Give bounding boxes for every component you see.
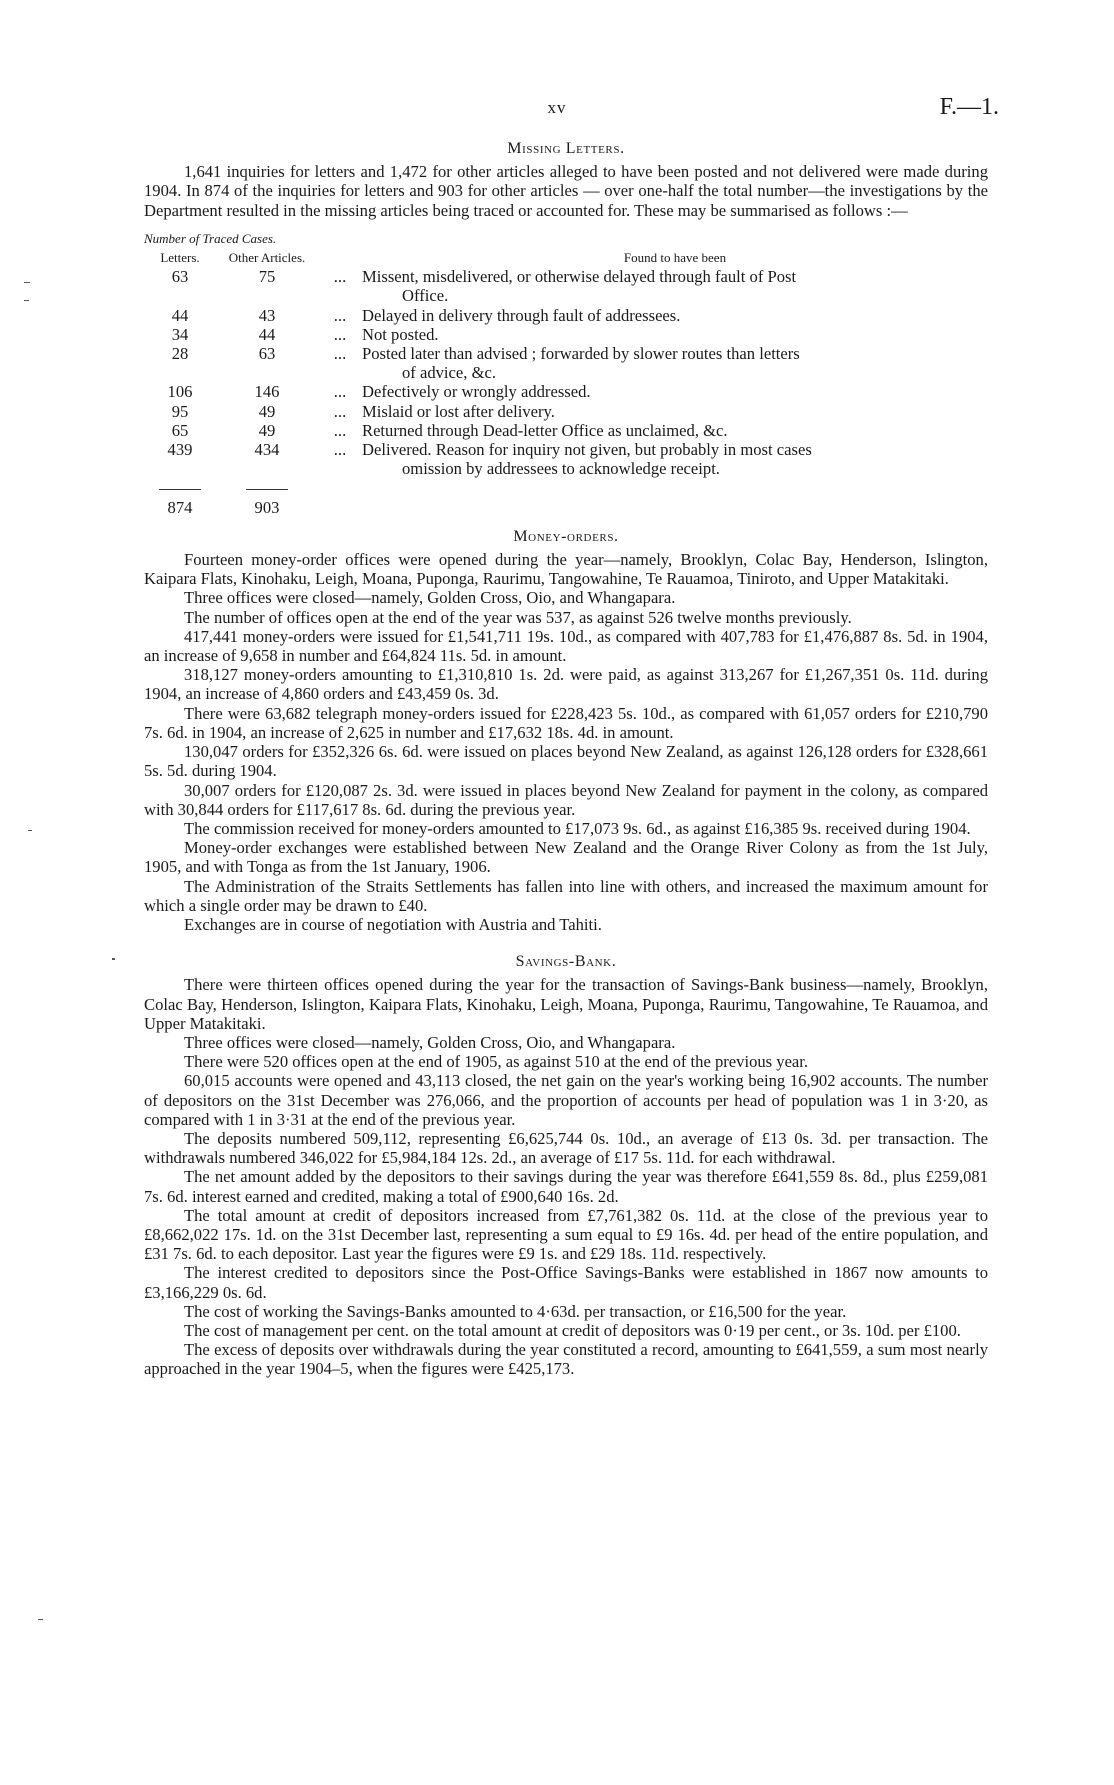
cell-other: 49 xyxy=(258,420,276,440)
paragraph: Three offices were closed—namely, Golden Cross, Oio, and Whangapara. xyxy=(184,588,676,608)
table-total-row xyxy=(144,498,988,517)
leader-dots: ... xyxy=(333,382,347,402)
cell-other: 44 xyxy=(258,324,276,344)
leader-dots: ... xyxy=(333,440,347,460)
paragraph: 130,047 orders for £352,326 6s. 6d. were issued on places beyond New Zealand, as against 126,128 orders for £328,661 5s. 5d. during 1904. xyxy=(144,742,988,781)
paragraph: There were 63,682 telegraph money-orders issued for £228,423 5s. 10d., as compared with 61,057 orders for £210,790 7s. 6d. in 1904, an increase of 2,625 in number and £17,632 18s. 4d. in amount. xyxy=(144,703,988,742)
leader-dots: ... xyxy=(333,324,347,344)
description-continuation: Office. xyxy=(402,286,449,306)
description-line: Posted later than advised ; forwarded by slower routes than letters xyxy=(362,344,800,364)
page-header xyxy=(0,94,1114,124)
leader-dots: ... xyxy=(333,420,347,440)
margin-mark xyxy=(28,830,32,831)
section-money-orders xyxy=(144,527,988,934)
document-reference: F.—1. xyxy=(939,94,999,120)
cell-other: 63 xyxy=(258,344,276,364)
paragraph: 318,127 money-orders amounting to £1,310,810 1s. 2d. were paid, as against 313,267 for £1,267,351 0s. 11d. during 1904, an increase of 4,860 orders and £43,459 0s. 3d. xyxy=(144,665,988,704)
cell-other: 146 xyxy=(254,382,280,402)
section-title: Money-orders. xyxy=(513,527,619,545)
paragraph: Fourteen money-order offices were opened during the year—namely, Brooklyn, Colac Bay, Henderson, Islington, Kaipara Flats, Kinohaku, Leigh, Moana, Puponga, Raurimu, Tangowahine, Te Rauamoa, Tiniroto, and Upper Matakitaki. xyxy=(144,550,988,589)
table-row xyxy=(144,382,988,401)
paragraph: 1,641 inquiries for letters and 1,472 for other articles alleged to have been posted and not delivered were made during 1904. In 874 of the inquiries for letters and 903 for other articles — over one-half the total number—the investigations by the Department resulted in the missing articles being traced or accounted for. These may be summarised as follows :— xyxy=(144,162,988,220)
cell-letters: 28 xyxy=(171,344,189,364)
description-continuation: of advice, &c. xyxy=(402,363,496,383)
cell-description xyxy=(362,267,988,305)
paragraph: The total amount at credit of depositors increased from £7,761,382 0s. 11d. at the close of the previous year to £8,662,022 17s. 1d. on the 31st December last, representing a sum equal to £9 16s. 4d. per head of the entire population, and £31 7s. 6d. to each depositor. Last year the figures were £9 1s. and £29 18s. 11d. respectively. xyxy=(144,1205,988,1264)
cell-other: 75 xyxy=(258,267,276,287)
leader-dots: ... xyxy=(333,305,347,325)
table-rule-row xyxy=(144,478,988,497)
cell-letters: 63 xyxy=(171,267,189,287)
paragraph: Money-order exchanges were established between New Zealand and the Orange River Colony as from the 1st July, 1905, and with Tonga as from the 1st January, 1906. xyxy=(144,838,988,877)
column-header-other-articles: Other Articles. xyxy=(228,250,306,266)
paragraph: Exchanges are in course of negotiation with Austria and Tahiti. xyxy=(184,914,602,934)
table-header-row xyxy=(144,248,988,267)
margin-mark xyxy=(24,300,29,301)
cell-description: Not posted. xyxy=(362,324,439,344)
page-body xyxy=(144,139,988,1379)
table-row xyxy=(144,306,988,325)
table-row xyxy=(144,402,988,421)
cell-description xyxy=(362,440,988,478)
cell-other: 434 xyxy=(254,440,280,460)
paragraph: 30,007 orders for £120,087 2s. 3d. were issued in places beyond New Zealand for payment in the colony, as compared with 30,844 orders for £117,617 8s. 6d. during the previous year. xyxy=(144,780,988,819)
section-savings-bank xyxy=(144,952,988,1378)
cell-description: Defectively or wrongly addressed. xyxy=(362,382,591,402)
paragraph: The number of offices open at the end of the year was 537, as against 526 twelve months previously. xyxy=(184,607,852,627)
margin-mark xyxy=(38,1619,43,1620)
paragraph: The cost of management per cent. on the total amount at credit of depositors was 0·19 per cent., or 3s. 10d. per £100. xyxy=(184,1320,961,1340)
page-number: xv xyxy=(547,98,567,117)
description-continuation: omission by addressees to acknowledge receipt. xyxy=(402,459,720,479)
cell-other: 43 xyxy=(258,305,276,325)
leader-dots: ... xyxy=(333,267,347,287)
cell-letters: 34 xyxy=(171,324,189,344)
paragraph: The commission received for money-orders amounted to £17,073 9s. 6d., as against £16,385 9s. received during 1904. xyxy=(184,818,971,838)
cell-letters: 65 xyxy=(171,420,189,440)
paragraph: The Administration of the Straits Settlements has fallen into line with others, and increased the maximum amount for which a single order may be drawn to £40. xyxy=(144,876,988,915)
table-group-heading-row xyxy=(144,229,988,248)
table-row xyxy=(144,325,988,344)
cell-letters: 439 xyxy=(167,440,193,460)
total-other: 903 xyxy=(254,497,280,517)
paragraph: There were thirteen offices opened during the year for the transaction of Savings-Bank business—namely, Brooklyn, Colac Bay, Henderson, Islington, Kaipara Flats, Kinohaku, Leigh, Moana, Puponga, Raurimu, Tangowahine, Te Rauamoa, and Upper Matakitaki. xyxy=(144,975,988,1033)
section-missing-letters xyxy=(144,139,988,517)
table-row xyxy=(144,440,988,478)
cell-description xyxy=(362,344,988,382)
paragraph: The interest credited to depositors since the Post-Office Savings-Banks were established in 1867 now amounts to £3,166,229 0s. 6d. xyxy=(144,1263,988,1302)
margin-mark xyxy=(112,958,115,960)
sum-rule xyxy=(246,489,288,490)
paragraph: 417,441 money-orders were issued for £1,541,711 19s. 10d., as compared with 407,783 for £1,476,887 8s. 5d. in 1904, an increase of 9,658 in number and £64,824 11s. 5d. in amount. xyxy=(144,626,988,666)
cell-letters: 106 xyxy=(167,382,193,402)
description-line: Missent, misdelivered, or otherwise delayed through fault of Post xyxy=(362,267,797,287)
paragraph: Three offices were closed—namely, Golden Cross, Oio, and Whangapara. xyxy=(184,1032,676,1052)
total-letters: 874 xyxy=(167,497,193,517)
section-title: Savings-Bank. xyxy=(515,953,617,971)
leader-dots: ... xyxy=(333,401,347,421)
paragraph: The excess of deposits over withdrawals during the year constituted a record, amounting to £641,559, a sum most nearly approached in the year 1904–5, when the figures were £425,173. xyxy=(144,1340,988,1379)
table-group-heading: Number of Traced Cases. xyxy=(144,230,277,246)
section-title: Missing Letters. xyxy=(507,140,625,157)
cell-description: Returned through Dead-letter Office as unclaimed, &c. xyxy=(362,420,728,440)
table-row xyxy=(144,344,988,382)
paragraph: 60,015 accounts were opened and 43,113 closed, the net gain on the year's working being 16,902 accounts. The number of depositors on the 31st December was 276,066, and the proportion of accounts per head of population was 1 in 3·20, as compared with 1 in 3·31 at the end of the previous year. xyxy=(144,1071,988,1129)
description-line: Delivered. Reason for inquiry not given, but probably in most cases xyxy=(362,440,812,460)
cell-description: Delayed in delivery through fault of addressees. xyxy=(362,305,681,325)
paragraph: The net amount added by the depositors to their savings during the year was therefore £641,559 8s. 8d., plus £259,081 7s. 6d. interest earned and credited, making a total of £900,640 16s. 2d. xyxy=(144,1167,988,1206)
table-row xyxy=(144,421,988,440)
column-header-found: Found to have been xyxy=(623,250,727,266)
paragraph: There were 520 offices open at the end of 1905, as against 510 at the end of the previous year. xyxy=(184,1052,809,1072)
margin-mark xyxy=(24,282,30,283)
sum-rule xyxy=(159,489,201,490)
leader-dots: ... xyxy=(333,344,347,364)
cell-other: 49 xyxy=(258,401,276,421)
traced-cases-table xyxy=(144,229,988,517)
column-header-letters: Letters. xyxy=(160,250,200,266)
paragraph: The cost of working the Savings-Banks amounted to 4·63d. per transaction, or £16,500 for the year. xyxy=(184,1301,847,1321)
cell-description: Mislaid or lost after delivery. xyxy=(362,401,555,421)
cell-letters: 95 xyxy=(171,401,189,421)
table-row xyxy=(144,267,988,305)
paragraph: The deposits numbered 509,112, representing £6,625,744 0s. 10d., an average of £13 0s. 3d. per transaction. The withdrawals numbered 346,022 for £5,984,184 12s. 2d., an average of £17 5s. 11d. for each withdrawal. xyxy=(144,1128,988,1168)
cell-letters: 44 xyxy=(171,305,189,325)
